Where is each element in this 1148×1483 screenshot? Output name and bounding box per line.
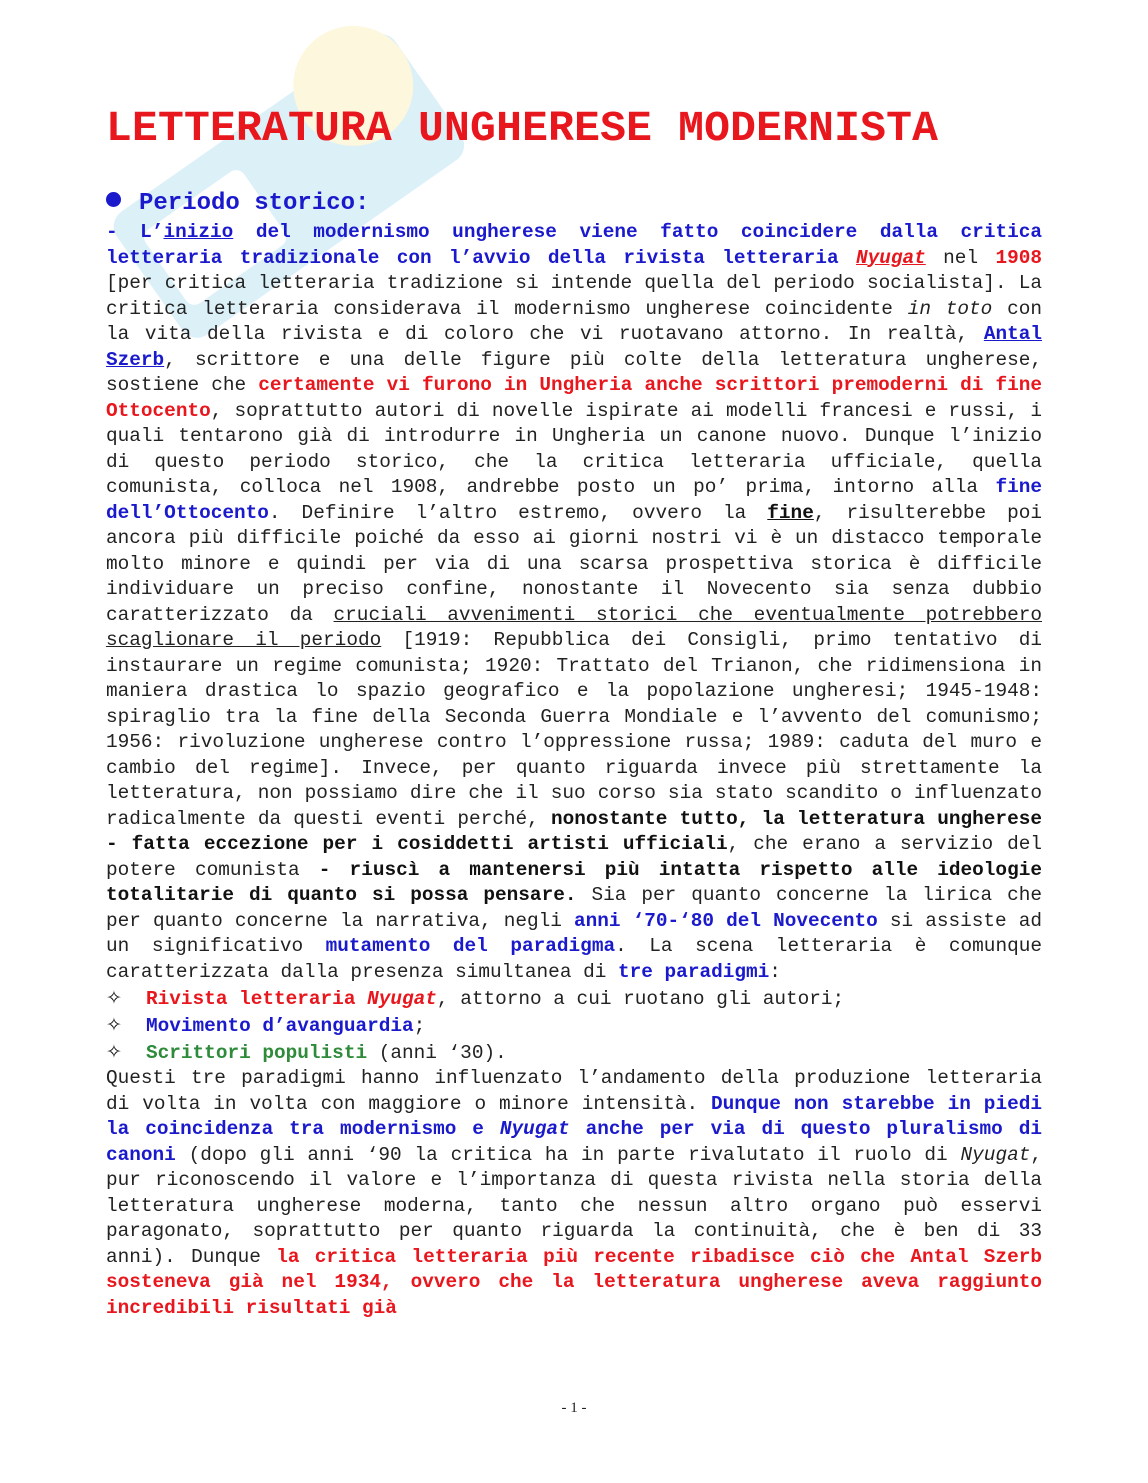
text-run: , risulterebbe poi ancora più difficile poiché da esso ai giorni nostri vi è un distacco temporale molto minore e quindi per via di una scarsa prospettiva storica è difficile individuare un preciso confine, nonostante il Novecento sia senza dubbio caratterizzato da bbox=[106, 501, 1043, 626]
emphasis-critica-recente: la critica letteraria più recente ribadisce ciò che Antal Szerb sosteneva già nel 1934, ovvero che la letteratura ungherese aveva raggiunto incredibili risultati già bbox=[106, 1245, 1042, 1319]
section-heading bbox=[106, 190, 369, 217]
text-run: . La scena letteraria è comunque caratterizzata dalla presenza simultanea di bbox=[106, 935, 1042, 983]
list-item-label: Rivista letteraria bbox=[146, 988, 368, 1010]
emphasis-mutamento-paradigma: mutamento del paradigma bbox=[325, 935, 616, 957]
emphasis-1908: 1908 bbox=[995, 246, 1042, 269]
emphasis-riusci-a-mantenersi: - riuscì a mantenersi più intatta rispetto alle ideologie totalitarie di quanto si possa pensare. bbox=[106, 858, 1042, 906]
list-item bbox=[106, 1039, 1042, 1066]
document-title: LETTERATURA UNGHERESE MODERNISTA bbox=[106, 104, 939, 153]
list-item-label: Movimento d’avanguardia bbox=[146, 1015, 414, 1037]
text-run: , pur riconoscendo il valore e l’importanza di questa rivista nella storia della letteratura ungherese moderna, tanto che nessun altro organo può esservi paragonato, soprattutto per quanto riguarda la continuità, che è ben di 33 anni). Dunque bbox=[106, 1143, 1042, 1268]
text-run: - L’ bbox=[106, 221, 164, 243]
text-run: , soprattutto autori di novelle ispirate ai modelli francesi e russi, i quali tentarono già di introdurre in Ungheria un canone nuovo. Dunque l’inizio di questo periodo storico, che la critica letteraria ufficiale, quella comunista, colloca nel 1908, andrebbe posto un po’ prima, intorno alla bbox=[106, 399, 1042, 498]
emphasis-avvenimenti-storici: cruciali avvenimenti storici che eventualmente potrebbero scaglionare il periodo bbox=[106, 603, 1042, 651]
emphasis-pluralismo: anche per via di questo pluralismo di canoni bbox=[106, 1118, 1042, 1166]
emphasis-antal-szerb: Antal Szerb bbox=[106, 323, 1042, 371]
text-run: del modernismo ungherese viene fatto coincidere dalla critica letteraria tradizionale con l’avvio della rivista letteraria bbox=[106, 221, 1042, 269]
text-run: , che erano a servizio del potere comunista bbox=[106, 833, 1043, 881]
list-item-text: (anni ‘30). bbox=[367, 1042, 507, 1064]
star-outline-icon: ✧ bbox=[106, 987, 122, 1009]
star-outline-icon: ✧ bbox=[106, 1041, 122, 1063]
text-run: : bbox=[769, 960, 781, 983]
text-run: Sia per quanto concerne la lirica che per quanto concerne la narrativa, negli bbox=[106, 884, 1042, 932]
document-body bbox=[106, 220, 1042, 1321]
list-item-label: Scrittori populisti bbox=[146, 1042, 368, 1064]
list-item bbox=[106, 1012, 1042, 1039]
text-run: , scrittore e una delle figure più colte della letteratura ungherese, sostiene che bbox=[106, 348, 1042, 396]
text-run: Questi tre paradigmi hanno influenzato l’andamento della produzione letteraria di volta in volta con maggiore o minore intensità. bbox=[106, 1067, 1042, 1115]
paradigm-list bbox=[106, 985, 1042, 1066]
star-outline-icon: ✧ bbox=[106, 1014, 122, 1036]
paragraph-paradigmi bbox=[106, 1066, 1042, 1321]
list-item-emphasis: Nyugat bbox=[367, 988, 437, 1010]
emphasis-nyugat: Nyugat bbox=[499, 1118, 570, 1140]
text-run: [1919: Repubblica dei Consigli, primo tentativo di instaurare un regime comunista; 1920: Trattato del Trianon, che ridimensiona in maniera drastica lo spazio geografico e la popolazione ungheresi; 1945-1948: spiraglio tra la fine della Seconda Guerra Mondiale e l’avvento del comunismo; 1956: rivoluzione ungherese contro l’oppressione russa; 1989: caduta del muro e cambio del regime]. Invece, per quanto riguarda invece più strettamente la letteratura, non possiamo dire che il suo corso sia stato scandito o influenzato radicalmente da questi eventi perché, bbox=[106, 629, 1042, 830]
emphasis-coincidenza: Dunque non starebbe in piedi la coincidenza tra modernismo e bbox=[106, 1092, 1042, 1140]
text-run: nel bbox=[925, 246, 996, 269]
emphasis-tre-paradigmi: tre paradigmi bbox=[618, 960, 770, 983]
emphasis-nyugat-italic: Nyugat bbox=[960, 1143, 1031, 1166]
text-run: si assiste ad un significativo bbox=[106, 909, 1043, 957]
list-item bbox=[106, 985, 1042, 1012]
emphasis-nonostante-tutto: nonostante tutto, la letteratura ungherese - fatta eccezione per i cosiddetti artisti ufficiali bbox=[106, 807, 1042, 855]
bullet-icon bbox=[106, 192, 121, 207]
page-number: - 1 - bbox=[561, 1400, 587, 1416]
emphasis-nyugat: Nyugat bbox=[855, 246, 926, 269]
emphasis-fine-ottocento: fine dell’Ottocento bbox=[106, 476, 1042, 524]
emphasis-in-toto: in toto bbox=[907, 297, 993, 320]
text-run: [per critica letteraria tradizione si intende quella del periodo socialista]. La critica letteraria considerava il modernismo ungherese coincidente bbox=[106, 272, 1042, 320]
paragraph-periodo-storico bbox=[106, 220, 1042, 985]
emphasis-fine: fine bbox=[767, 501, 814, 524]
emphasis-scrittori-premoderni: certamente vi furono in Ungheria anche scrittori premoderni di fine Ottocento bbox=[106, 374, 1042, 422]
list-item-text: , attorno a cui ruotano gli autori; bbox=[436, 988, 845, 1010]
text-run: con la vita della rivista e di coloro che vi ruotavano attorno. In realtà, bbox=[106, 297, 1042, 345]
text-run: . Definire l’altro estremo, ovvero la bbox=[268, 501, 768, 524]
section-heading-text: Periodo storico: bbox=[139, 190, 370, 217]
emphasis-anni-70-80: anni ‘70-‘80 del Novecento bbox=[574, 909, 878, 932]
emphasis-inizio: inizio bbox=[163, 221, 234, 243]
text-run: (dopo gli anni ‘90 la critica ha in parte rivalutato il ruolo di bbox=[175, 1143, 961, 1166]
list-item-text: ; bbox=[413, 1015, 426, 1037]
